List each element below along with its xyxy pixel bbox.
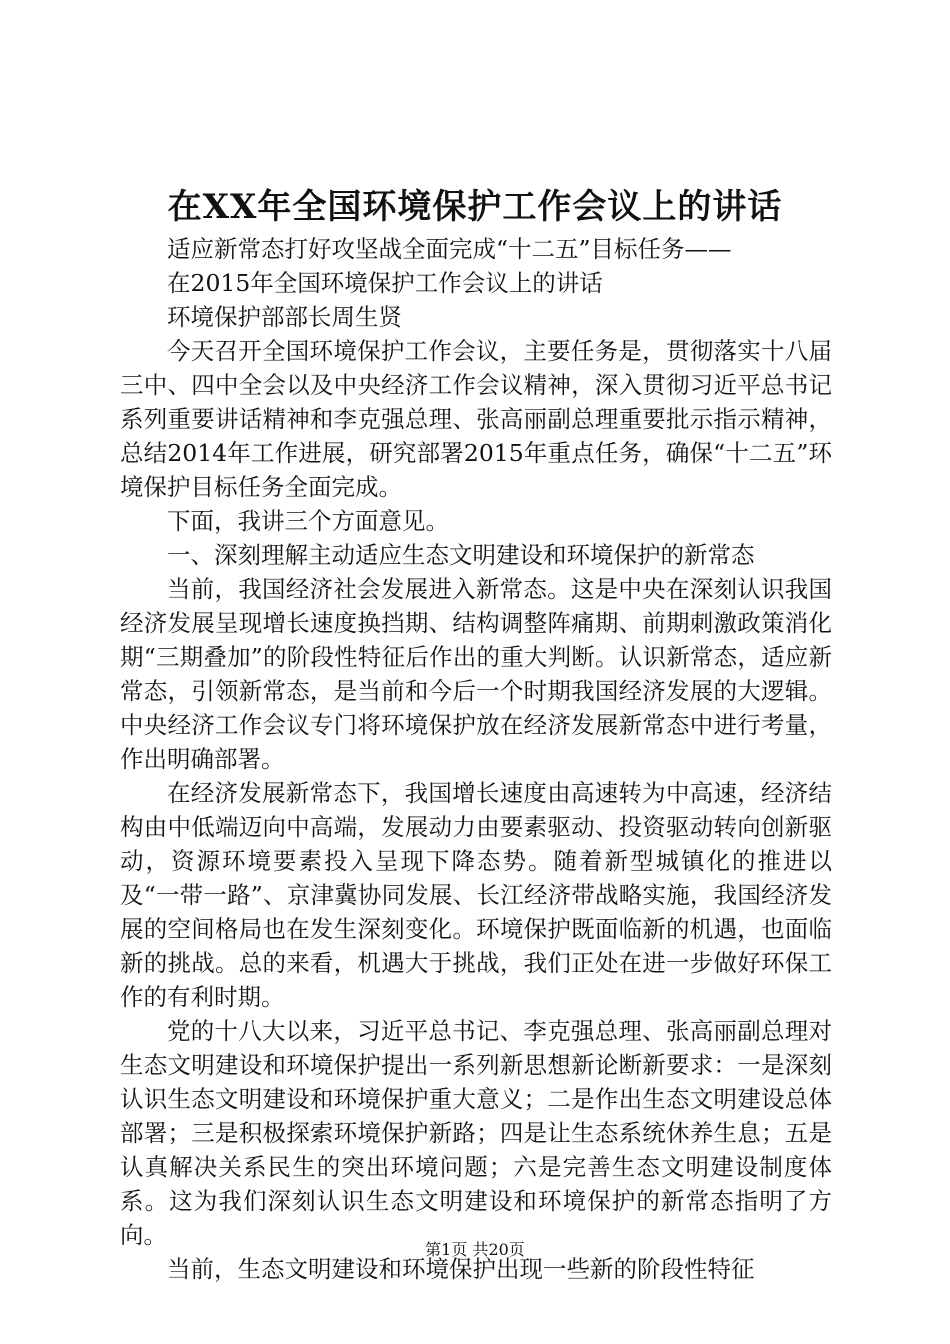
body-paragraph: 今天召开全国环境保护工作会议，主要任务是，贯彻落实十八届三中、四中全会以及中央经济工作会议精神，深入贯彻习近平总书记系列重要讲话精神和李克强总理、张高丽副总理重要批示指示精神，总结2014年工作进展，研究部署2015年重点任务，确保“十二五”环境保护目标任务全面完成。 xyxy=(120,337,832,501)
subtitle-line-2: 在2015年全国环境保护工作会议上的讲话 xyxy=(167,269,603,297)
body-paragraph: 下面，我讲三个方面意见。 xyxy=(167,507,449,535)
subtitle-line-1: 适应新常态打好攻坚战全面完成“十二五”目标任务—— xyxy=(167,235,732,263)
speaker-line: 环境保护部部长周生贤 xyxy=(167,303,402,331)
body-paragraph: 党的十八大以来，习近平总书记、李克强总理、张高丽副总理对生态文明建设和环境保护提出一系列新思想新论断新要求：一是深刻认识生态文明建设和环境保护重大意义；二是作出生态文明建设总体部署；三是积极探索环境保护新路；四是让生态系统休养生息；五是认真解决关系民生的突出环境问题；六是完善生态文明建设制度体系。这为我们深刻认识生态文明建设和环境保护的新常态指明了方向。 xyxy=(120,1017,832,1249)
document-body xyxy=(120,232,832,1286)
page-number: 第1页 共20页 xyxy=(425,1240,525,1259)
document-title: 在XX年全国环境保护工作会议上的讲话 xyxy=(167,187,783,227)
body-paragraph: 在经济发展新常态下，我国增长速度由高速转为中高速，经济结构由中低端迈向中高端，发展动力由要素驱动、投资驱动转向创新驱动，资源环境要素投入呈现下降态势。随着新型城镇化的推进以及“一带一路”、京津冀协同发展、长江经济带战略实施，我国经济发展的空间格局也在发生深刻变化。环境保护既面临新的机遇，也面临新的挑战。总的来看，机遇大于挑战，我们正处在进一步做好环保工作的有利时期。 xyxy=(120,779,832,1011)
body-paragraph: 当前，我国经济社会发展进入新常态。这是中央在深刻认识我国经济发展呈现增长速度换挡期、结构调整阵痛期、前期刺激政策消化期“三期叠加”的阶段性特征后作出的重大判断。认识新常态，适应新常态，引领新常态，是当前和今后一个时期我国经济发展的大逻辑。中央经济工作会议专门将环境保护放在经济发展新常态中进行考量，作出明确部署。 xyxy=(120,575,832,773)
section-heading: 一、深刻理解主动适应生态文明建设和环境保护的新常态 xyxy=(167,541,755,569)
body-paragraph: 当前，生态文明建设和环境保护出现一些新的阶段性特征 xyxy=(167,1255,755,1283)
